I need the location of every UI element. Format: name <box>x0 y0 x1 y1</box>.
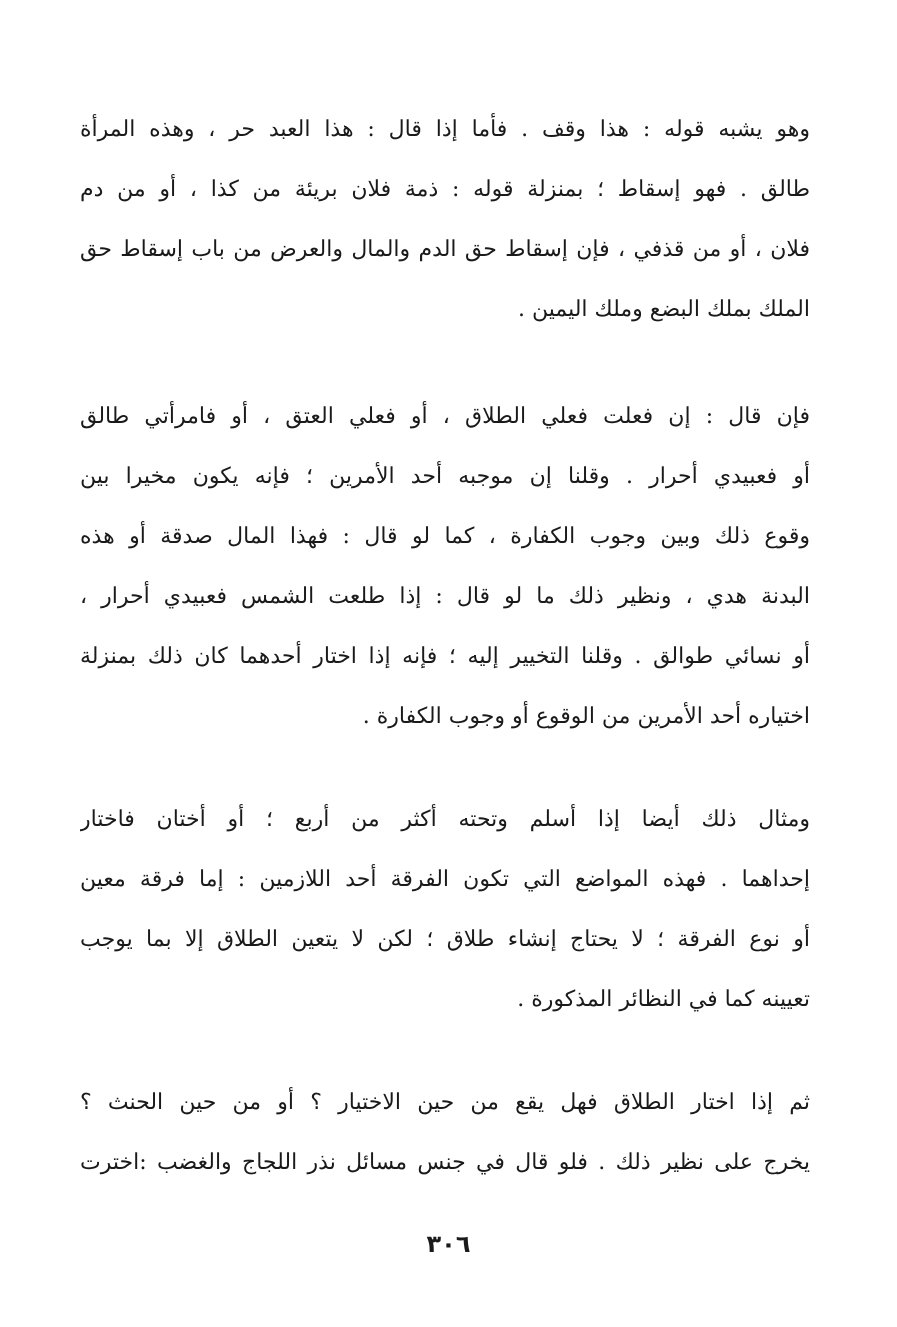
text-line: أو نسائي طوالق . وقلنا التخيير إليه ؛ فإنه إذا اختار أحدهما كان ذلك بمنزلة <box>80 644 810 669</box>
text-line: وقوع ذلك وبين وجوب الكفارة ، كما لو قال : فهذا المال صدقة أو هذه <box>80 524 810 549</box>
text-line: الملك بملك البضع وملك اليمين . <box>517 297 810 322</box>
text-line: وهو يشبه قوله : هذا وقف . فأما إذا قال : هذا العبد حر ، وهذه المرأة <box>80 117 810 142</box>
paragraph-1 <box>80 100 810 340</box>
text-line: طالق . فهو إسقاط ؛ بمنزلة قوله : ذمة فلان بريئة من كذا ، أو من دم <box>80 177 810 202</box>
text-line: أو نوع الفرقة ؛ لا يحتاج إنشاء طلاق ؛ لكن لا يتعين الطلاق إلا بما يوجب <box>80 927 810 952</box>
text-line: فلان ، أو من قذفي ، فإن إسقاط حق الدم والمال والعرض من باب إسقاط حق <box>80 237 810 262</box>
paragraph-4 <box>80 1073 810 1193</box>
text-line: ومثال ذلك أيضا إذا أسلم وتحته أكثر من أربع ؛ أو أختان فاختار <box>80 807 810 832</box>
text-line: يخرج على نظير ذلك . فلو قال في جنس مسائل نذر اللجاج والغضب :اخترت <box>80 1150 810 1175</box>
page-body <box>80 100 810 1236</box>
text-line: تعيينه كما في النظائر المذكورة . <box>517 987 810 1012</box>
text-line: أو فعبيدي أحرار . وقلنا إن موجبه أحد الأمرين ؛ فإنه يكون مخيرا بين <box>80 464 810 489</box>
text-line: اختياره أحد الأمرين من الوقوع أو وجوب الكفارة . <box>362 704 810 729</box>
text-line: البدنة هدي ، ونظير ذلك ما لو قال : إذا طلعت الشمس فعبيدي أحرار ، <box>80 584 810 609</box>
paragraph-2 <box>80 387 810 747</box>
paragraph-3 <box>80 790 810 1030</box>
text-line: فإن قال : إن فعلت فعلي الطلاق ، أو فعلي العتق ، أو فامرأتي طالق <box>80 404 810 429</box>
text-line: إحداهما . فهذه المواضع التي تكون الفرقة أحد اللازمين : إما فرقة معين <box>80 867 810 892</box>
page-number: ٣٠٦ <box>426 1230 471 1258</box>
text-line: ثم إذا اختار الطلاق فهل يقع من حين الاختيار ؟ أو من حين الحنث ؟ <box>80 1090 810 1115</box>
